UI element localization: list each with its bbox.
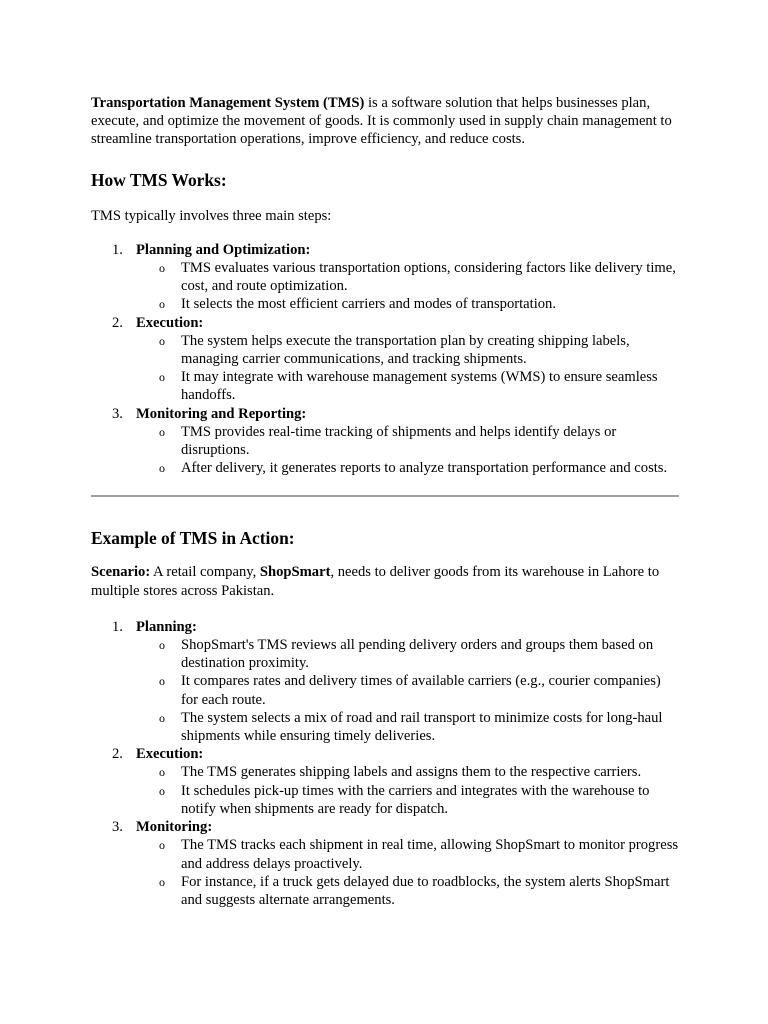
scenario-paragraph [91,563,681,599]
scenario-text-part-1: A retail company, [150,564,260,581]
sub-bullet-item [136,636,681,672]
sub-bullet-item [136,295,681,313]
step-number: 2. [112,314,123,331]
hollow-bullet-icon: o [159,297,165,312]
sub-bullet-text: The system selects a mix of road and rail transport to minimize costs for long-haul shipments while ensuring timely deliveries. [181,709,663,745]
step-item [91,241,681,314]
horizontal-divider [91,495,679,497]
hollow-bullet-icon: o [159,674,165,689]
sub-bullet-text: It compares rates and delivery times of available carriers (e.g., courier companies) for each route. [181,673,661,708]
step-item [91,314,681,405]
sub-bullet-text: It may integrate with warehouse management systems (WMS) to ensure seamless handoffs. [181,369,658,404]
hollow-bullet-icon: o [159,638,165,653]
step-title: Monitoring: [136,819,213,836]
hollow-bullet-icon: o [159,370,165,385]
sub-bullet-item [136,423,681,459]
sub-bullet-item [136,782,681,818]
scenario-label: Scenario: [91,564,151,581]
step-number: 3. [112,405,123,422]
sub-bullet-list [136,763,681,818]
step-title: Planning: [136,618,197,635]
step-title: Execution: [136,746,204,763]
sub-bullet-item [136,763,681,781]
sub-bullet-text: After delivery, it generates reports to analyze transportation performance and costs. [181,460,668,477]
sub-bullet-item [136,259,681,295]
step-item [91,745,681,818]
sub-bullet-text: The TMS tracks each shipment in real time, allowing ShopSmart to monitor progress and address delays proactively. [181,837,679,872]
step-title: Monitoring and Reporting: [136,405,307,422]
hollow-bullet-icon: o [159,424,165,439]
sub-bullet-list [136,423,681,478]
sub-bullet-item [136,873,681,909]
sub-bullet-item [136,672,681,708]
hollow-bullet-icon: o [159,874,165,889]
step-item [91,618,681,745]
step-number: 2. [112,746,123,763]
step-item [91,405,681,478]
sub-bullet-text: It schedules pick-up times with the carriers and integrates with the warehouse to notify when shipments are ready for dispatch. [181,782,650,817]
example-steps-list [91,618,681,909]
intro-paragraph [91,94,681,149]
step-number: 1. [112,618,123,635]
step-title: Execution: [136,314,204,331]
step-title: Planning and Optimization: [136,241,311,258]
document-content [91,94,681,909]
hollow-bullet-icon: o [159,261,165,276]
sub-bullet-list [136,259,681,314]
hollow-bullet-icon: o [159,765,165,780]
sub-bullet-text: TMS provides real-time tracking of shipments and helps identify delays or disruptions. [181,423,617,459]
sub-bullet-item [136,368,681,404]
sub-bullet-text: TMS evaluates various transportation options, considering factors like delivery time, cost, and route optimization. [181,260,676,295]
hollow-bullet-icon: o [159,333,165,348]
step-number: 1. [112,241,123,258]
hollow-bullet-icon: o [159,461,165,476]
sub-bullet-item [136,709,681,745]
sub-bullet-text: The TMS generates shipping labels and assigns them to the respective carriers. [181,764,642,781]
hollow-bullet-icon: o [159,783,165,798]
sub-bullet-item [136,332,681,368]
sub-bullet-text: The system helps execute the transportation plan by creating shipping labels, managing carrier communications, and tracking shipments. [181,332,630,368]
sub-bullet-list [136,332,681,405]
example-heading: Example of TMS in Action: [91,528,295,549]
how-works-steps-list [91,241,681,478]
steps-intro-text: TMS typically involves three main steps: [91,207,332,224]
how-tms-works-heading: How TMS Works: [91,169,227,190]
intro-term: Transportation Management System (TMS) [91,95,365,111]
step-number: 3. [112,819,123,836]
sub-bullet-text: For instance, if a truck gets delayed due to roadblocks, the system alerts ShopSmart and suggests alternate arrangements. [181,873,670,908]
company-name: ShopSmart [259,564,331,581]
intro-text: is a software solution that helps businesses plan, execute, and optimize the movement of goods. It is commonly used in supply chain management to streamline transportation operations, improve efficiency, and reduce costs. [91,95,672,148]
scenario-text-part-2: , needs to deliver goods from its warehouse in Lahore to multiple stores across Pakistan. [91,564,660,599]
sub-bullet-list [136,636,681,745]
sub-bullet-item [136,459,681,477]
sub-bullet-text: It selects the most efficient carriers and modes of transportation. [181,296,556,313]
sub-bullet-item [136,836,681,872]
hollow-bullet-icon: o [159,838,165,853]
sub-bullet-list [136,836,681,909]
hollow-bullet-icon: o [159,710,165,725]
step-item [91,818,681,909]
sub-bullet-text: ShopSmart's TMS reviews all pending delivery orders and groups them based on destination proximity. [181,637,654,672]
